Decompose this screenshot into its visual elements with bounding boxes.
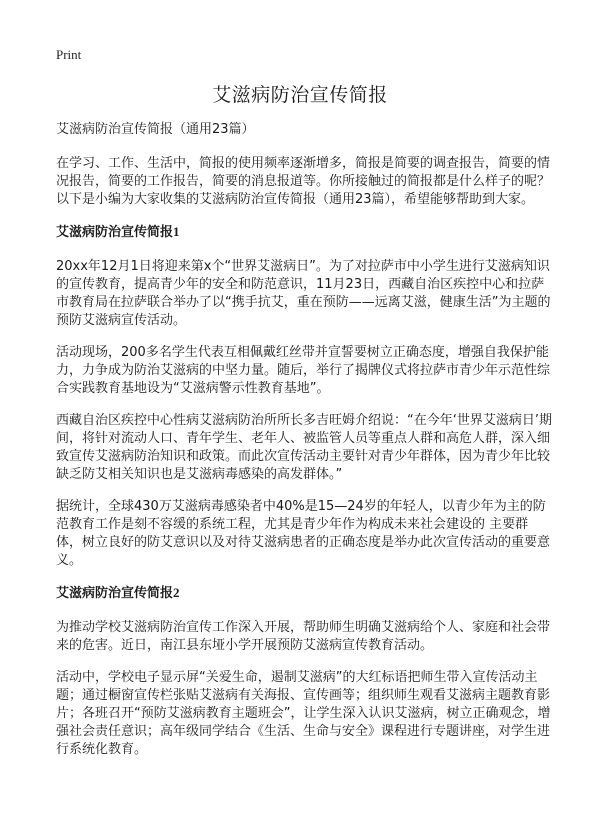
section-heading-number: 2 <box>173 585 180 600</box>
document-subtitle: 艾滋病防治宣传简报（通用23篇） <box>56 122 255 137</box>
section-2-paragraph-2: 活动中，学校电子显示屏“关爱生命，遏制艾滋病”的大红标语把师生带入宣传活动主题；通过橱窗宣传栏张贴艾滋病有关海报、宣传画等；组织师生观看艾滋病主题教育影片；各班召开“预防艾滋病教育主题班会”，让学生深入认识艾滋病，树立正确观念，增强社会责任意识；高年级同学结合《生活、生命与安全》课程进行专题讲座，对学生进行系统化教育。 <box>56 670 551 757</box>
section-heading-text: 艾滋病防治宣传简报 <box>56 225 174 240</box>
section-1-paragraph-2: 活动现场，200多名学生代表互相佩戴红丝带并宣誓要树立正确态度，增强自我保护能力，力争成为防治艾滋病的中坚力量。随后，举行了揭牌仪式将拉萨市青少年示范性综合实践教育基地设为“艾滋病警示性教育基地”。 <box>56 345 551 396</box>
document-body <box>56 121 552 773</box>
intro-paragraph: 在学习、工作、生活中，简报的使用频率逐渐增多，简报是简要的调查报告，简要的情况报告，简要的工作报告，简要的消息报道等。你所接触过的简报都是什么样子的呢？以下是小编为大家收集的艾滋病防治宣传简报（通用23篇），希望能够帮助到大家。 <box>56 156 551 207</box>
section-heading-text: 艾滋病防治宣传简报 <box>56 586 174 601</box>
section-heading-number: 1 <box>173 224 180 239</box>
section-heading-2 <box>56 584 552 603</box>
print-link[interactable]: Print <box>56 47 82 62</box>
section-1-paragraph-4: 据统计，全球430万艾滋病毒感染者中40%是15—24岁的年轻人，以青少年为主的防范教育工作是刻不容缓的系统工程，尤其是青少年作为构成未来社会建设的 主要群体，树立良好的防艾意识以及对待艾滋病患者的正确态度是举办此次宣传活动的重要意义。 <box>56 499 551 568</box>
section-heading-1 <box>56 223 552 242</box>
section-2-paragraph-1: 为推动学校艾滋病防治宣传工作深入开展，帮助师生明确艾滋病给个人、家庭和社会带来的危害。近日，南江县东垭小学开展预防艾滋病宣传教育活动。 <box>56 620 551 653</box>
page-title: 艾滋病防治宣传简报 <box>212 84 388 106</box>
section-1-paragraph-3: 西藏自治区疾控中心性病艾滋病防治所所长多吉旺姆介绍说：“在今年‘世界艾滋病日’期间，将针对流动人口、青年学生、老年人、被监管人员等重点人群和高危人群，深入细致宣传艾滋病防治知识和政策。而此次宣传活动主要针对青少年群体，因为青少年比较缺乏防艾相关知识也是艾滋病毒感染的高发群体。” <box>56 413 553 482</box>
section-1-paragraph-1: 20xx年12月1日将迎来第x个“世界艾滋病日”。为了对拉萨市中小学生进行艾滋病知识的宣传教育，提高青少年的安全和防范意识，11月23日，西藏自治区疾控中心和拉萨市教育局在拉萨联合举办了以“携手抗艾，重在预防——远离艾滋，健康生活”为主题的预防艾滋病宣传活动。 <box>56 259 551 328</box>
